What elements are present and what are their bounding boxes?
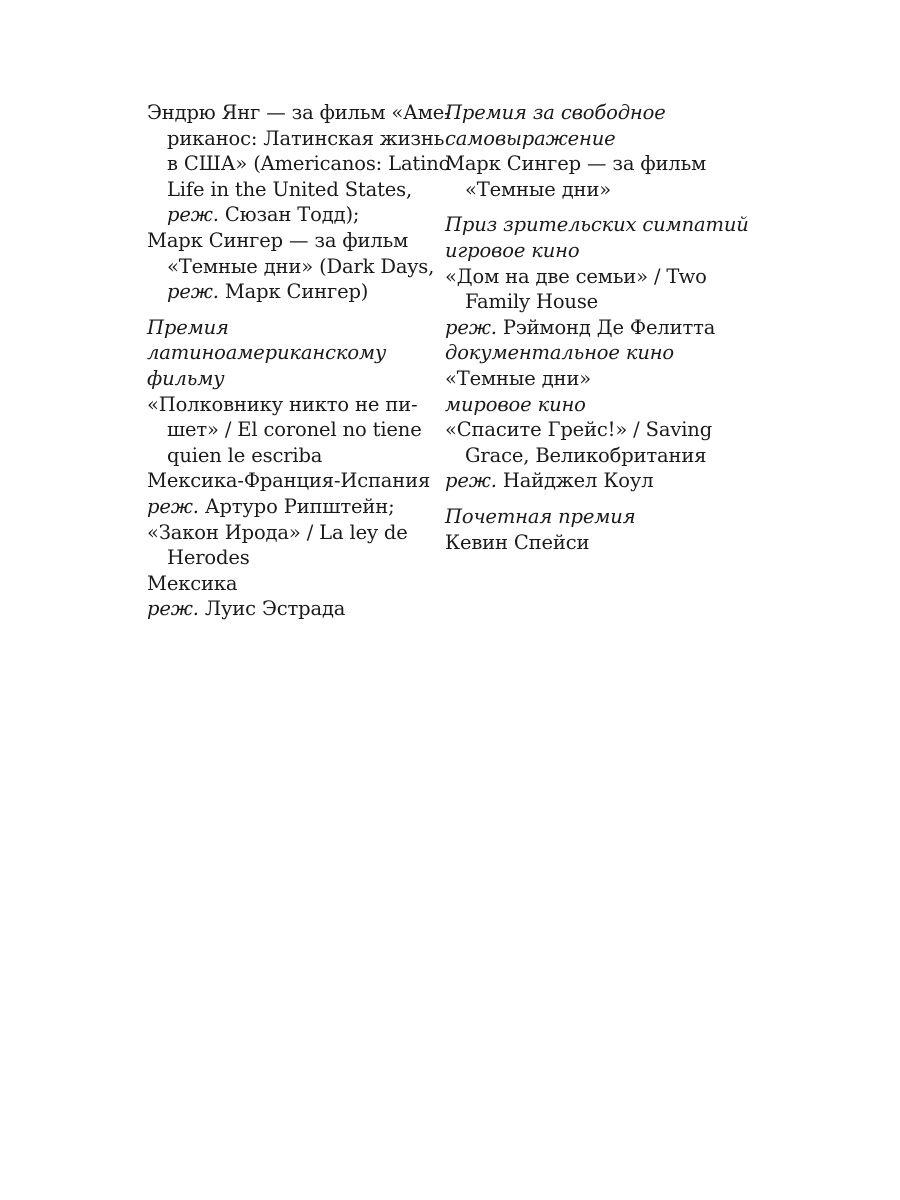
section-gap: [445, 202, 745, 212]
text-line: quien le escriba: [167, 443, 323, 467]
director-abbrev: реж.: [445, 469, 497, 493]
director-abbrev: реж.: [147, 597, 199, 621]
director-abbrev: реж.: [445, 315, 497, 339]
right-column: [445, 100, 749, 555]
section-heading-line: Почетная премия: [445, 504, 636, 528]
text-line: Grace, Великобритания: [465, 443, 707, 467]
section-heading-line: Премия: [147, 315, 229, 339]
section-heading-line: Приз зрительских симпатий: [445, 213, 749, 237]
section-heading-line: фильму: [147, 366, 225, 390]
text-line: в США» (Americanos: Latino: [167, 152, 451, 176]
text-line: реж. Артуро Рипштейн;: [147, 494, 395, 518]
director-abbrev: реж.: [167, 203, 219, 227]
section-gap: [445, 494, 745, 504]
director-abbrev: реж.: [147, 494, 199, 518]
text-line: реж. Марк Сингер): [167, 280, 369, 304]
director-abbrev: реж.: [167, 280, 219, 304]
text-line: Мексика-Франция-Испания: [147, 469, 431, 493]
text-line: риканос: Латинская жизнь: [167, 126, 445, 150]
text-line: «Полковнику никто не пи-: [147, 392, 418, 416]
text-line: реж. Сюзан Тодд);: [167, 203, 360, 227]
text-line: «Темные дни»: [465, 177, 612, 201]
section-heading-line: документальное кино: [445, 341, 675, 365]
text-line: «Темные дни» (Dark Days,: [167, 254, 435, 278]
text-line: шет» / El coronel no tiene: [167, 418, 422, 442]
section-heading-line: игровое кино: [445, 238, 580, 262]
text-line: реж. Найджел Коул: [445, 469, 654, 493]
text-line: «Спасите Грейс!» / Saving: [445, 418, 713, 442]
text-line: Марк Сингер — за фильм: [445, 152, 707, 176]
section-heading-line: самовыражение: [445, 126, 616, 150]
text-line: «Закон Ирода» / La ley de: [147, 520, 408, 544]
text-line: Family House: [465, 290, 599, 314]
section-heading-line: латиноамериканскому: [147, 341, 387, 365]
section-heading-line: Премия за свободное: [445, 101, 666, 124]
left-column: [147, 100, 451, 622]
text-line: Life in the United States,: [167, 177, 413, 201]
text-line: «Дом на две семьи» / Two: [445, 264, 707, 288]
text-line: Эндрю Янг — за фильм «Аме-: [147, 101, 451, 124]
section-gap: [147, 305, 432, 315]
text-line: «Темные дни»: [445, 366, 592, 390]
text-line: Мексика: [147, 571, 238, 595]
text-line: Марк Сингер — за фильм: [147, 228, 409, 252]
text-line: реж. Луис Эстрада: [147, 597, 346, 621]
text-line: Herodes: [167, 546, 250, 570]
section-heading-line: мировое кино: [445, 392, 586, 416]
text-line: реж. Рэймонд Де Фелитта: [445, 315, 716, 339]
text-line: Кевин Спейси: [445, 530, 590, 554]
